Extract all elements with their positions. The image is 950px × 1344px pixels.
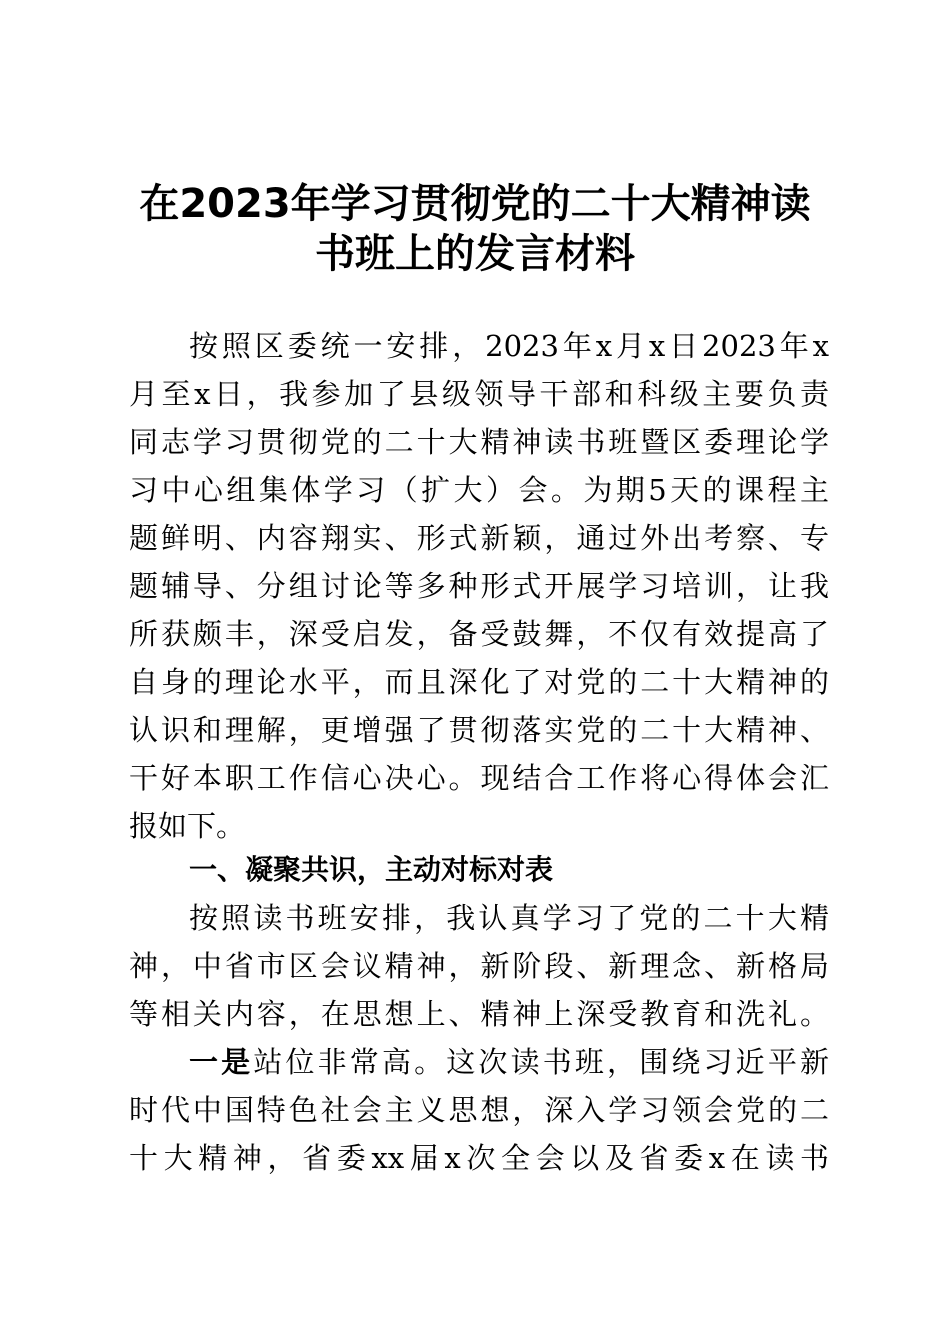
paragraph-line: 同志学习贯彻党的二十大精神读书班暨区委理论学 bbox=[129, 425, 829, 459]
section-heading: 一、凝聚共识，主动对标对表 bbox=[189, 853, 554, 886]
document-title-line-2: 书班上的发言材料 bbox=[315, 231, 635, 277]
paragraph-line: 习中心组集体学习（扩大）会。为期5天的课程主 bbox=[129, 473, 829, 507]
point-text: 站位非常高。这次读书班，围绕习近平新 bbox=[253, 1045, 829, 1079]
document-title-line-1: 在2023年学习贯彻党的二十大精神读 bbox=[139, 181, 811, 227]
paragraph-line: 认识和理解，更增强了贯彻落实党的二十大精神、 bbox=[129, 713, 829, 747]
paragraph-line-point-1 bbox=[189, 1042, 829, 1082]
paragraph-line: 干好本职工作信心决心。现结合工作将心得体会汇 bbox=[129, 761, 829, 795]
paragraph-line: 题鲜明、内容翔实、形式新颖，通过外出考察、专 bbox=[129, 521, 829, 555]
paragraph-line: 月至x日，我参加了县级领导干部和科级主要负责 bbox=[129, 377, 829, 411]
paragraph-line: 等相关内容，在思想上、精神上深受教育和洗礼。 bbox=[129, 997, 829, 1031]
paragraph-line: 自身的理论水平，而且深化了对党的二十大精神的 bbox=[129, 665, 829, 699]
paragraph-line: 所获颇丰，深受启发，备受鼓舞，不仅有效提高了 bbox=[129, 617, 829, 651]
paragraph-line: 神，中省市区会议精神，新阶段、新理念、新格局 bbox=[129, 949, 829, 983]
paragraph-line: 报如下。 bbox=[129, 809, 246, 843]
paragraph-line: 十大精神，省委xx届x次全会以及省委x在读书 bbox=[129, 1141, 829, 1175]
paragraph-line: 按照区委统一安排，2023年x月x日2023年x bbox=[189, 329, 829, 363]
paragraph-line: 按照读书班安排，我认真学习了党的二十大精 bbox=[189, 901, 829, 935]
point-lead: 一是 bbox=[189, 1045, 254, 1079]
paragraph-line: 题辅导、分组讨论等多种形式开展学习培训，让我 bbox=[129, 569, 829, 603]
paragraph-line: 时代中国特色社会主义思想，深入学习领会党的二 bbox=[129, 1093, 829, 1127]
